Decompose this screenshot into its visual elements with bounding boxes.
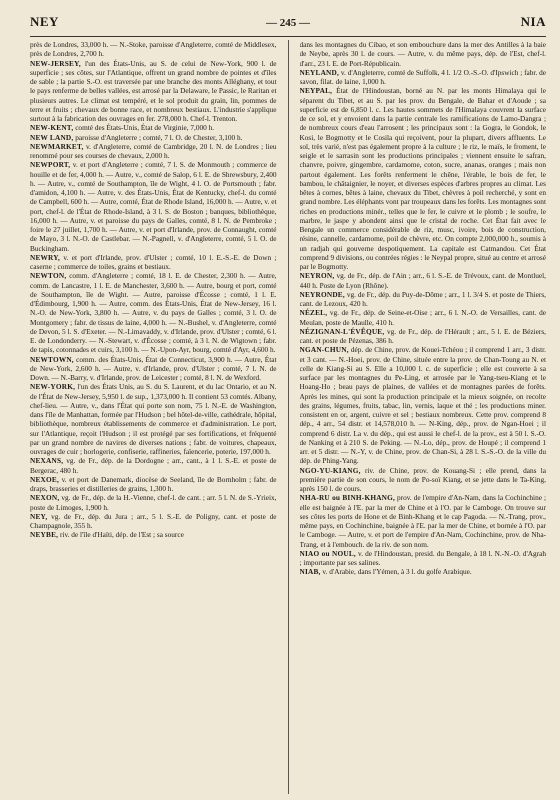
dictionary-entry [300, 290, 547, 309]
entry-headword: NÉZIGNAN-L'ÉVÊQUE, [299, 326, 385, 336]
entry-headword: NEW-KENT, [30, 123, 74, 133]
dictionary-entry [300, 68, 547, 87]
entry-headword: NEYRON, [299, 271, 335, 281]
entry-text: vg. de Fr., dép. de l'Ain ; arr., 6 l. S.-E. de Trévoux, cant. de Montluel, 440 h. Poste de Lyon (Rhône). [299, 271, 546, 290]
entry-text: vg. de Fr., dép. de la H.-Vienne, chef-l. de cant. ; arr. 5 l. N. de S.-Yrieix, poste de Limoges, 1,900 h. [30, 493, 277, 512]
header-guide-word-right: NIA [520, 14, 546, 29]
dictionary-entry [30, 142, 277, 161]
dictionary-entry [30, 253, 277, 272]
entry-headword: NEWPORT, [30, 160, 71, 170]
entry-text: dép. de Chine, prov. de Kouei-Tchéou ; il comprend 1 arr., 3 distr. et 3 cant. — N.-Hoei, prov. de Chine, située entre la prov. de Chan-Toung au N. et celle de Kiang-Si au S. Elle a 10,000 l. c. de superficie ; elle est couverte à sa surface par les montagnes du Pe-Ling, et arrosée par le Yang-tseu-Kiang et le Hoang-Ho ; beau pays de plaines, de vallées et de montagnes parées de forêts. Après les mines, qui sont la production principale et la mieux soignée, on recolte des grains, légumes, fruits, tabac, lin, vernis, laque et thé ; les productions miner. consistent en or, argent, cuivre et sel ; bestiaux nombreux. Cette prov. comprend 8 dép., 4 arr., 54 distr. et 14,578,010 h. — N-King, dép., prov. de Ngan-Hoei ; il comprend 6 distr. La v. du dép., qui est aussi le chef-l. de la prov., est à 50 l. S.-O. de Nanking et à 210 S. de Peking. — N.-Lo, dép., prov. de Houpé ; il comprend 1 arr. et 5 distr. — N.-Y, v. de Chine, prov. de Chan-Si, à 28 l. S.-S.-O. de la ville du dép. de Phing-Yang. [299, 345, 546, 466]
dictionary-entry [300, 308, 547, 327]
entry-headword: NEYLAND, [299, 67, 340, 77]
entry-headword: NIAO ou NOUL, [299, 548, 356, 558]
entry-headword: NGO-YU-KIANG, [299, 465, 361, 475]
entry-text: riv. de l'île d'Haïti, dép. de l'Est ; sa source [60, 530, 184, 540]
dictionary-entry [30, 475, 277, 494]
right-column [300, 40, 547, 794]
entry-headword: NEWTOWN, [30, 354, 74, 364]
entry-text: v. et port d'Angleterre ; comté, 7 l. S. de Monmouth ; commerce de houille et de fer, 4,000 h. — Autre, v., comté de Salop, 6 l. E. de Shrewsbury, 2,400 h. — Autre, v., comté de Southampton, île de Wight, 4 l. O. de Portsmouth ; fabr. d'amidon, 4,100 h. — Autre, v. des États-Unis, État de Kentucky, chef-l. du comté de Campbell, 600 h. — Autre, comté, État de Rhode Island, 16,000 h. — Autre, v. et port, chef-l. de l'État de Rhode-Island, à 3 l. S. de Boston ; banques, bibliothèque, 16,000 h. — Autre, v. et paroisse du pays de Galles, comté, 8 l. N. de Pembroke ; foire le 27 juillet, 1,700 h. — Autre, v. et port d'Irlande, prov. de Connaught, comté de Mayo, 3 l. N.-O. de Castlebar. — N.-Pagnell, v. d'Angleterre, comté, 5 l. O. de Buckingham. [30, 160, 277, 253]
entry-headword: NÉZEL, [299, 308, 328, 318]
dictionary-entry [300, 271, 547, 290]
dictionary-entry [300, 493, 547, 549]
entry-text: l'un des États Unis, au S. du S. Laurent, et du lac Ontario, et au N. de l'État de New-Jersey, 5,950 l. de sup., 1,373,000 h. Il contient 53 comtés. Albany, chef-lieu. — Autre, v., dans l'État qui porte son nom, 75 l. N.-E. de Washington, dans l'île de Manhattan, formée par l'Hudson ; bel hôtel-de-ville, cathédrale, hôpital, bibliothèque, nombreux établissements de commerce et d'administration. Le port, sur l'Atlantique, reçoit l'Hudson ; il est protégé par ses fortifications, et fréquenté par un grand nombre de navires de diverses nations ; fabr. de voitures, chapeaux, ouvrages de cuir ; horlogerie, confiserie, raffineries, faïencerie, poterie, 197,000 h. [30, 382, 277, 456]
dictionary-entry [30, 493, 277, 512]
entry-headword: NEWTON, [30, 271, 67, 281]
dictionary-entry [30, 133, 277, 142]
entry-text: v. d'Angleterre, comté de Cambridge, 20 l. N. de Londres ; lieu renommé pour ses courses de chevaux, 2,000 h. [30, 141, 277, 160]
entry-headword: NGAN-CHUN, [299, 345, 349, 355]
entry-text: v. d'Angleterre, comté de Suffolk, 4 l. 1/2 O.-S.-O. d'Ipswich ; fabr. de savon, filat. de laine, 1,000 h. [299, 67, 546, 86]
entry-text: vg. de Fr., dép. de l'Hérault ; arr., 5 l. E. de Béziers, cant. et poste de Pézenas, 386 h. [299, 326, 546, 345]
header-rule [30, 36, 546, 37]
entry-headword: NEYRONDE, [299, 289, 345, 299]
dictionary-entry [300, 40, 547, 68]
entry-text: v. d'Arabie, dans l'Yémen, à 3 l. du golfe Arabique. [322, 567, 472, 577]
entry-text: v. de l'Hindoustan, presid. du Bengale, à 18 l. N.-N.-O. d'Agrah ; importante par ses salines. [299, 548, 546, 567]
entry-text: vg. de Fr., dép. de Seine-et-Oise ; arr., 6 l. N.-O. de Versailles, cant. de Meulan, poste de Maulle, 410 h. [299, 308, 546, 327]
dictionary-entry [30, 456, 277, 475]
text-columns [30, 40, 546, 794]
entry-text: État de l'Hindoustan, borné au N. par les monts Himalaya qui le séparent du Tibet, et au S. par les prov. du Bengale, de Bahar et d'Aoude ; sa superficie est de 6,850 l. c. Les hautes sommets de l'Himalaya couvrent la surface de ce sol, et y envoient dans la partie centrale les ramifications de Lamo-Dangra ; de nombreux cours d'eau l'arrosent ; les principaux sont : la Gogra, le Gondok, le Kosi, le Bogmotty et le Cosila qui reçoivent, pour la plupart, divers affluents. Le sol, très varié, n'est pas également propre à la culture ; le riz, le maïs, le froment, le seigle et le sarrasin sont les productions principales ; viennent ensuite le safran, chanvre, poivre, gingembre, cardamome, coton, sucre, ananas, oranges ; mais non partout également. Les forêts renferment le chêne, l'érable, le bois de fer, le bambou, le châtaignier, le noyer, et diverses espèces d'arbres propres au climat. Les bêtes à cornes, bêtes à laine, chevaux du Tibet, chèvres à poil recherché, y sont en grand nombre. Les éléphants vont par troupeaux dans les forêts. Les montagnes sont riches en productions minér., telles que le fer, le cuivre et le plomb ; le soufre, le marbre, le jaspe y abondent ainsi que le cristal de roche. Cet État fait avec le Bengale un commerce considérable de riz, musc, ivoire, bois de construction, résine, cannelle, cardamome, poil de chèvre, etc. On compte 2,000,000 h., soumis à un radjah qui gouverne despotiquement. La capitale est Catmandou. Cet État comprend 9 divisions, ou contrées régies : le Neypal propre, situé au centre et arrosé par le Bogmotty. [299, 86, 546, 271]
entry-headword: NEWRY, [30, 252, 61, 262]
dictionary-entry [300, 567, 547, 576]
dictionary-entry [300, 327, 547, 346]
entry-text: v. et port de Danemark, diocèse de Seeland, île de Bornholm ; fabr. de draps, brasseries et distilleries de grains, 1,300 h. [30, 474, 277, 493]
header-guide-word-left: NEY [30, 14, 59, 29]
entry-text: vg. de Fr., dép. du Puy-de-Dôme ; arr., 1 l. 3/4 S. et poste de Thiers, cant. de Lezoux, 420 h. [299, 289, 546, 308]
entry-text: l'un des États-Unis, au S. de celui de New-York, 900 l. de superficie ; ses côtes, sur l'Atlantique, offrent un grand nombre de pointes et d'îles de sable ; la partie S.-O. est traversée par une branche des monts Alléghany, et tout le pays renferme de belles vallées, est arrosé par la Delaware, le Passic, le Raritan et plusieurs autres. Le climat est tempéré, et le sol produit du grain, lin, pommes de terre et fruits ; chevaux de bonne race, et nombreux bestiaux. L'industrie s'applique surtout à la fabrication des ouvrages en fer. 278,000 h. Chef-l. Trenton. [30, 58, 277, 123]
dictionary-entry [300, 549, 547, 568]
entry-headword: NEWMARKET, [30, 141, 84, 151]
dictionary-entry [30, 512, 277, 531]
entry-text: comm. des États-Unis, État de Connecticut, 3,900 h. — Autre, État de New-York, 2,600 h. — Autre, v. d'Irlande, prov. d'Ulster ; comté, 7 l. N. de Down. — N.-Barry, v. d'Irlande, prov. de Leicester ; comté, 8 l. N. de Wexford. [30, 354, 277, 382]
page-number: — 245 — [266, 17, 310, 29]
dictionary-entry [30, 530, 277, 539]
dictionary-entry [30, 40, 277, 59]
entry-text: vg. de Fr., dép. de la Dordogne ; arr., cant., à 1 l. S.-E. et poste de Bergerac, 480 h. [30, 456, 277, 475]
entry-headword: NEYBE, [30, 530, 59, 540]
entry-headword: NEW-JERSEY, [30, 58, 81, 68]
entry-headword: NHA-RU ou BINH-KHANG, [299, 493, 396, 503]
entry-headword: NEYPAL, [299, 86, 333, 96]
entry-text: riv. de Chine, prov. de Kouang-Si ; elle prend, dans la première partie de son cours, le nom de Po-soï Kiang, et se jette dans le Ta-King, après 150 l. de cours. [299, 465, 546, 493]
entry-headword: NEXOE, [30, 474, 59, 484]
entry-text: comm. d'Angleterre ; comté, 18 l. E. de Chester, 2,300 h. — Autre, comm. de Lancastre, 1 l. E. de Manchester, 3,600 h. — Autre, bourg et port, comté de Southampton, île de Wight. — Autre, paroisse d'Écosse ; comté, 1 l. E. d'Édimbourg, 1,900 h. — Autre, comm. des États-Unis, État de New-Jersey, 16 l. N.-O. de New-York, 3,800 h. — Autre, v. du pays de Galles ; comté, 3 l. O. de Montgomery ; fabr. de tissus de laine, 4,000 h. — N.-Bushel, v. d'Angleterre, comté de Devon, 5 l. S. d'Exeter. — N.-Limavaddy, v. d'Irlande, prov. d'Ulster ; comté, 6 l. E. de Londonderry. — N.-Stewart, v. d'Écosse ; comté, à 3 l. N. de Wigtown ; fabr. de tapis, cotonnades et cuirs, 3,100 h. — N.-Upon-Ayr, bourg, comté d'Ayr, 4,600 h. [30, 271, 277, 355]
entry-text: comté des États-Unis, État de Virginie, 7,000 h. [75, 123, 215, 133]
entry-headword: NEW LAND, [30, 132, 74, 142]
entry-headword: NEW-YORK, [30, 382, 76, 392]
dictionary-entry [30, 382, 277, 456]
entry-headword: NIAB, [299, 567, 321, 577]
dictionary-entry [30, 355, 277, 383]
dictionary-entry [30, 160, 277, 253]
entry-text: près de Londres, 33,000 h. — N.-Stoke, paroisse d'Angleterre, comté de Middlesex, près de Londres, 2,700 h. [30, 40, 277, 59]
entry-text: prov. de l'empire d'An-Nam, dans la Cochinchine ; elle est baignée à l'E. par la mer de Chine et à l'O. par le Camboge. On trouve sur ses côtes les ports de Hone et de Binh-Khang et le cap Pagoda. — N.-Trang, prov., même pays, en Cochinchine, baignée à l'E. par la mer de Chine, et bornée à l'O. par le Camboge. — Autre, v. et port de l'empire d'An-Nam, Cochinchine, prov. de Nha-Trang, et à l'embouch. de la riv. de son nom. [299, 493, 546, 549]
dictionary-entry [30, 59, 277, 124]
dictionary-entry [30, 271, 277, 354]
dictionary-entry [300, 466, 547, 494]
running-header [30, 8, 546, 34]
dictionary-entry [300, 86, 547, 271]
entry-headword: NEXANS, [30, 456, 64, 466]
dictionary-entry [300, 345, 547, 465]
entry-text: v. et port d'Irlande, prov. d'Ulster ; comté, 10 l. E.-S.-E. de Down ; caserne ; commerce de toiles, grains et bestiaux. [30, 252, 277, 271]
entry-text: vg. de Fr., dép. du Jura ; arr., 5 l. S.-E. de Poligny, cant. et poste de Champagnole, 355 h. [30, 511, 277, 530]
entry-text: paroisse d'Angleterre ; comté, 7 l. O. de Chester, 3,100 h. [75, 132, 243, 142]
entry-headword: NEY, [30, 511, 48, 521]
entry-headword: NEXON, [30, 493, 60, 503]
entry-text: dans les montagnes du Cibao, et son embouchure dans la mer des Antilles à la baie de Neybe, après 30 l. de cours. — Autre, v. du même pays, dép. de l'Est, chef-l. d'arr., 23 l. E. de Port-Républicain. [299, 40, 546, 68]
column-divider [288, 40, 289, 794]
left-column [30, 40, 277, 794]
dictionary-entry [30, 123, 277, 132]
